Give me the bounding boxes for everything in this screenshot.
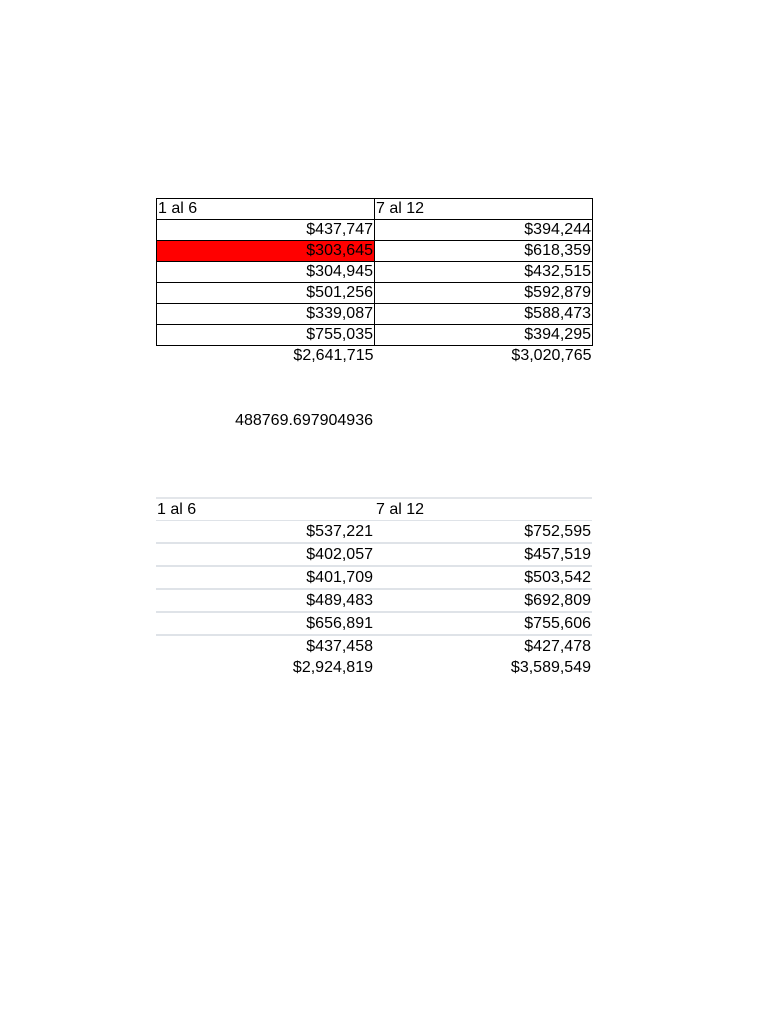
table-cell[interactable]: $402,057 xyxy=(156,543,374,566)
table-cell[interactable]: $432,515 xyxy=(375,262,593,283)
table-cell[interactable]: $755,035 xyxy=(157,325,375,346)
table-cell[interactable]: $588,473 xyxy=(375,304,593,325)
table-cell[interactable]: $401,709 xyxy=(156,566,374,589)
table-cell[interactable]: $592,879 xyxy=(375,283,593,304)
table-cell[interactable]: $537,221 xyxy=(156,521,374,544)
table-cell[interactable]: $427,478 xyxy=(374,635,592,657)
total-cell[interactable]: $2,641,715 xyxy=(293,347,374,365)
table-row xyxy=(156,543,592,566)
table-row xyxy=(157,304,593,325)
table-cell[interactable]: $489,483 xyxy=(156,589,374,612)
table-cell[interactable]: $457,519 xyxy=(374,543,592,566)
highlighted-cell[interactable]: $303,645 xyxy=(157,241,375,262)
table-row xyxy=(156,589,592,612)
total-cell[interactable]: $3,589,549 xyxy=(510,659,591,676)
table-row xyxy=(157,262,593,283)
table-cell[interactable]: $437,458 xyxy=(156,635,374,657)
column-header-7-al-12[interactable]: 7 al 12 xyxy=(375,199,593,220)
table-cell[interactable]: $692,809 xyxy=(374,589,592,612)
table-row xyxy=(156,612,592,635)
table-header-row xyxy=(156,498,592,521)
table-cell[interactable]: $501,256 xyxy=(157,283,375,304)
table-row xyxy=(157,325,593,346)
table-cell[interactable]: $755,606 xyxy=(374,612,592,635)
table-cell[interactable]: $394,295 xyxy=(375,325,593,346)
sales-table-bordered xyxy=(156,198,593,367)
total-cell[interactable]: $3,020,765 xyxy=(511,347,592,365)
table-row xyxy=(156,635,592,657)
column-header-1-al-6[interactable]: 1 al 6 xyxy=(156,498,374,521)
table-row xyxy=(157,283,593,304)
totals-row xyxy=(156,657,592,678)
table-cell[interactable]: $394,244 xyxy=(375,220,593,241)
table-row xyxy=(157,241,593,262)
column-header-7-al-12[interactable]: 7 al 12 xyxy=(374,498,592,521)
table-row xyxy=(156,566,592,589)
sales-table-plain xyxy=(156,497,592,678)
table-cell[interactable]: $656,891 xyxy=(156,612,374,635)
table-header-row xyxy=(157,199,593,220)
table-row xyxy=(156,521,592,544)
table-cell[interactable]: $503,542 xyxy=(374,566,592,589)
table-cell[interactable]: $304,945 xyxy=(157,262,375,283)
table-cell[interactable]: $339,087 xyxy=(157,304,375,325)
column-header-1-al-6[interactable]: 1 al 6 xyxy=(157,199,375,220)
total-cell[interactable]: $2,924,819 xyxy=(292,659,373,676)
totals-row xyxy=(157,346,593,367)
table-row xyxy=(157,220,593,241)
table-cell[interactable]: $437,747 xyxy=(157,220,375,241)
table-cell[interactable]: $752,595 xyxy=(374,521,592,544)
table-cell[interactable]: $618,359 xyxy=(375,241,593,262)
average-value-cell[interactable]: 488769.697904936 xyxy=(235,412,373,429)
